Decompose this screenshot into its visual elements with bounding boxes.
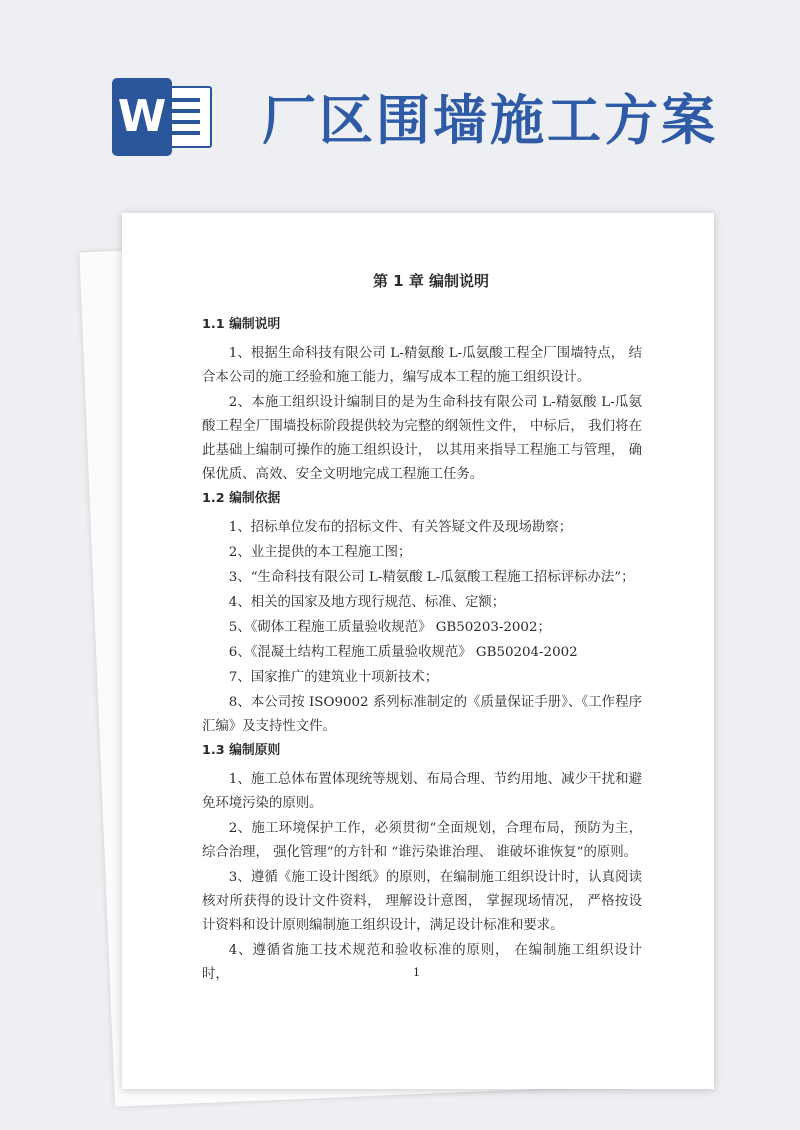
word-icon-badge: W [112,78,172,156]
paragraph: 8、本公司按 ISO9002 系列标准制定的《质量保证手册》、《工作程序汇编》及支持性文件。 [202,695,642,734]
chapter-title: 第 1 章 编制说明 [372,272,490,290]
page-header [0,0,800,200]
main-title: 厂区围墙施工方案 [262,89,718,152]
section-heading: 1.1 编制说明 [202,317,281,332]
list-item: 7、国家推广的建筑业十项新技术； [228,670,439,685]
list-item: 2、业主提供的本工程施工图； [228,545,412,560]
paragraph: 1、根据生命科技有限公司 L-精氨酸 L-瓜氨酸工程全厂围墙特点， 结合本公司的施工经验和施工能力，编写成本工程的施工组织设计。 [202,346,642,385]
page-number: 1 [413,966,420,979]
paragraph: 4、遵循省施工技术规范和验收标准的原则， 在编制施工组织设计时， [202,943,642,982]
list-item: 1、招标单位发布的招标文件、有关答疑文件及现场勘察； [228,520,573,535]
paragraph: 1、施工总体布置体现统等规划、布局合理、节约用地、减少干扰和避免环境污染的原则。 [202,772,642,811]
paragraph: 2、本施工组织设计编制目的是为生命科技有限公司 L-精氨酸 L-瓜氨酸工程全厂围墙投标阶段提供较为完整的纲领性文件， 中标后， 我们将在此基础上编制可操作的施工组织设计， 以其用来指导工程施工与管理， 确保优质、高效、安全文明地完成工程施工任务。 [202,395,642,482]
paragraph: 2、施工环境保护工作，必须贯彻“全面规划，合理布局，预防为主，综合治理， 强化管理”的方针和 “谁污染谁治理、 谁破坏谁恢复”的原则。 [202,821,642,860]
document-content [202,266,642,988]
list-item: 5、《砌体工程施工质量验收规范》 GB50203-2002； [228,620,551,635]
list-item: 6、《混凝土结构工程施工质量验收规范》 GB50204-2002 [228,645,578,660]
section-heading: 1.3 编制原则 [202,743,281,758]
list-item: 3、“生命科技有限公司 L-精氨酸 L-瓜氨酸工程施工招标评标办法”； [228,570,635,585]
word-document-icon [112,78,212,156]
list-item: 4、相关的国家及地方现行规范、标准、定额； [228,595,506,610]
paragraph: 3、遵循《施工设计图纸》的原则，在编制施工组织设计时，认真阅读核对所获得的设计文件资料， 理解设计意图， 掌握现场情况， 严格按设计资料和设计原则编制施工组织设计，满足设计标准和要求。 [202,870,642,933]
section-heading: 1.2 编制依据 [202,491,281,506]
